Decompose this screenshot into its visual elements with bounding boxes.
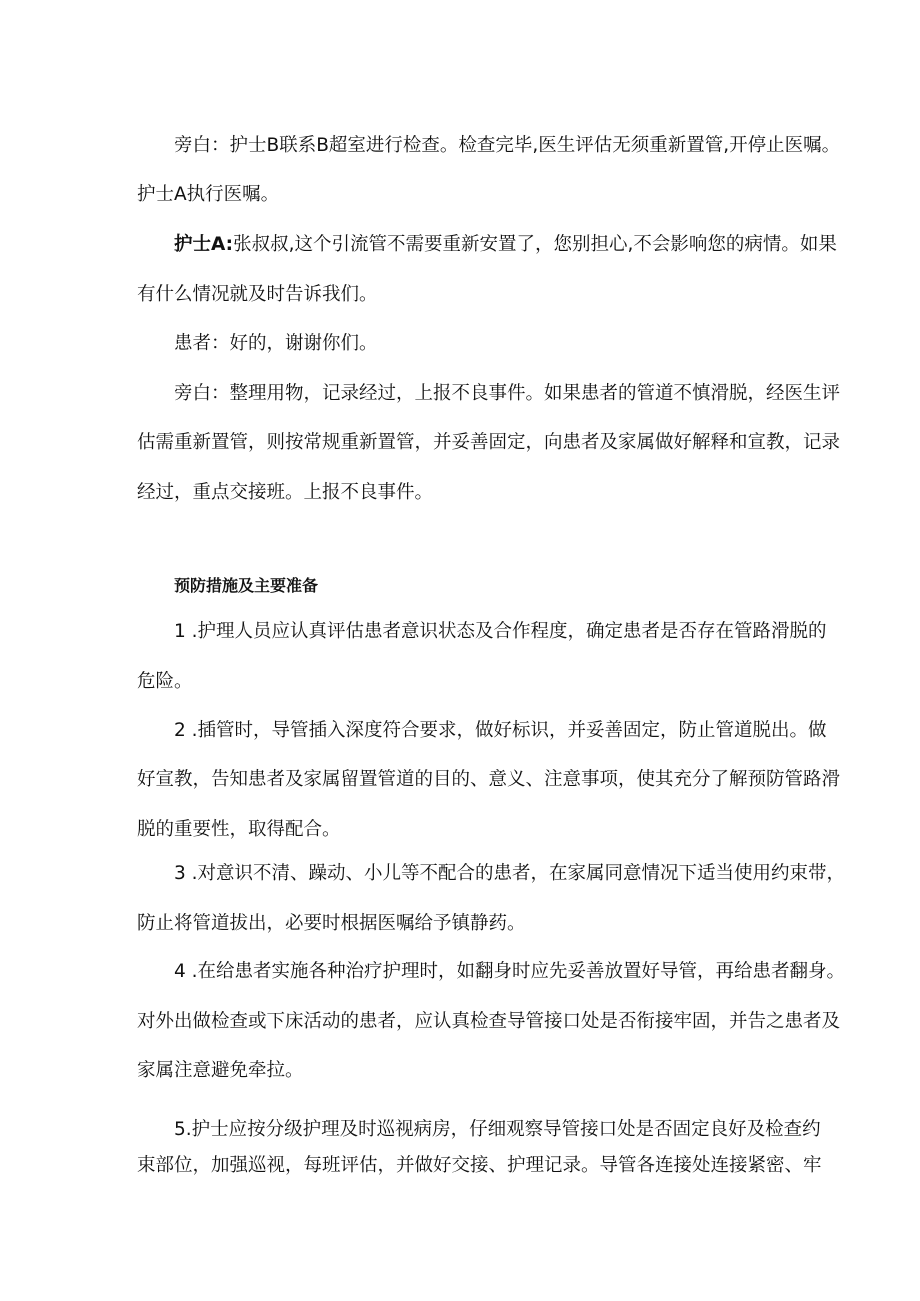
list-item-text: 5.护士应按分级护理及时巡视病房，仔细观察导管接口处是否固定良好及检查约 (174, 1119, 821, 1140)
list-item-text: 4 .在给患者实施各种治疗护理时，如翻身时应先妥善放置好导管，再给患者翻身。 (174, 961, 846, 982)
list-item-text: 家属注意避免牵拉。 (137, 1060, 304, 1081)
dialogue-line (174, 233, 837, 257)
text-line: 患者：好的，谢谢你们。 (174, 333, 378, 354)
text-line: 估需重新置管，则按常规重新置管，并妥善固定，向患者及家属做好解释和宣教，记录 (137, 432, 841, 453)
text-line: 护士A执行医嘱。 (137, 184, 280, 205)
text-line: 旁白：护士B联系B超室进行检查。检查完毕,医生评估无须重新置管,开停止医嘱。 (174, 135, 841, 156)
text-line: 旁白：整理用物，记录经过，上报不良事件。如果患者的管道不慎滑脱，经医生评 (174, 383, 841, 404)
list-item-text: 对外出做检查或下床活动的患者，应认真检查导管接口处是否衔接牢固，并告之患者及 (137, 1011, 841, 1032)
list-item-text: 好宣教，告知患者及家属留置管道的目的、意义、注意事项，使其充分了解预防管路滑 (137, 769, 841, 790)
text-line: 经过，重点交接班。上报不良事件。 (137, 482, 434, 503)
list-item-text: 1 .护理人员应认真评估患者意识状态及合作程度，确定患者是否存在管路滑脱的 (174, 621, 827, 642)
list-item-text: 3 .对意识不清、躁动、小儿等不配合的患者，在家属同意情况下适当使用约束带， (174, 863, 846, 884)
dialogue-text: 张叔叔,这个引流管不需要重新安置了，您别担心,不会影响您的病情。如果 (233, 234, 837, 255)
text-line: 有什么情况就及时告诉我们。 (137, 284, 378, 305)
list-item-text: 束部位，加强巡视，每班评估，并做好交接、护理记录。导管各连接处连接紧密、牢 (137, 1155, 822, 1176)
list-item-text: 2 .插管时，导管插入深度符合要求，做好标识，并妥善固定，防止管道脱出。做 (174, 720, 827, 741)
list-item-text: 脱的重要性，取得配合。 (137, 819, 341, 840)
speaker-label: 护士A: (174, 234, 234, 255)
list-item-text: 危险。 (137, 671, 193, 692)
list-item-text: 防止将管道拔出，必要时根据医嘱给予镇静药。 (137, 913, 526, 934)
section-heading: 预防措施及主要准备 (174, 576, 319, 595)
